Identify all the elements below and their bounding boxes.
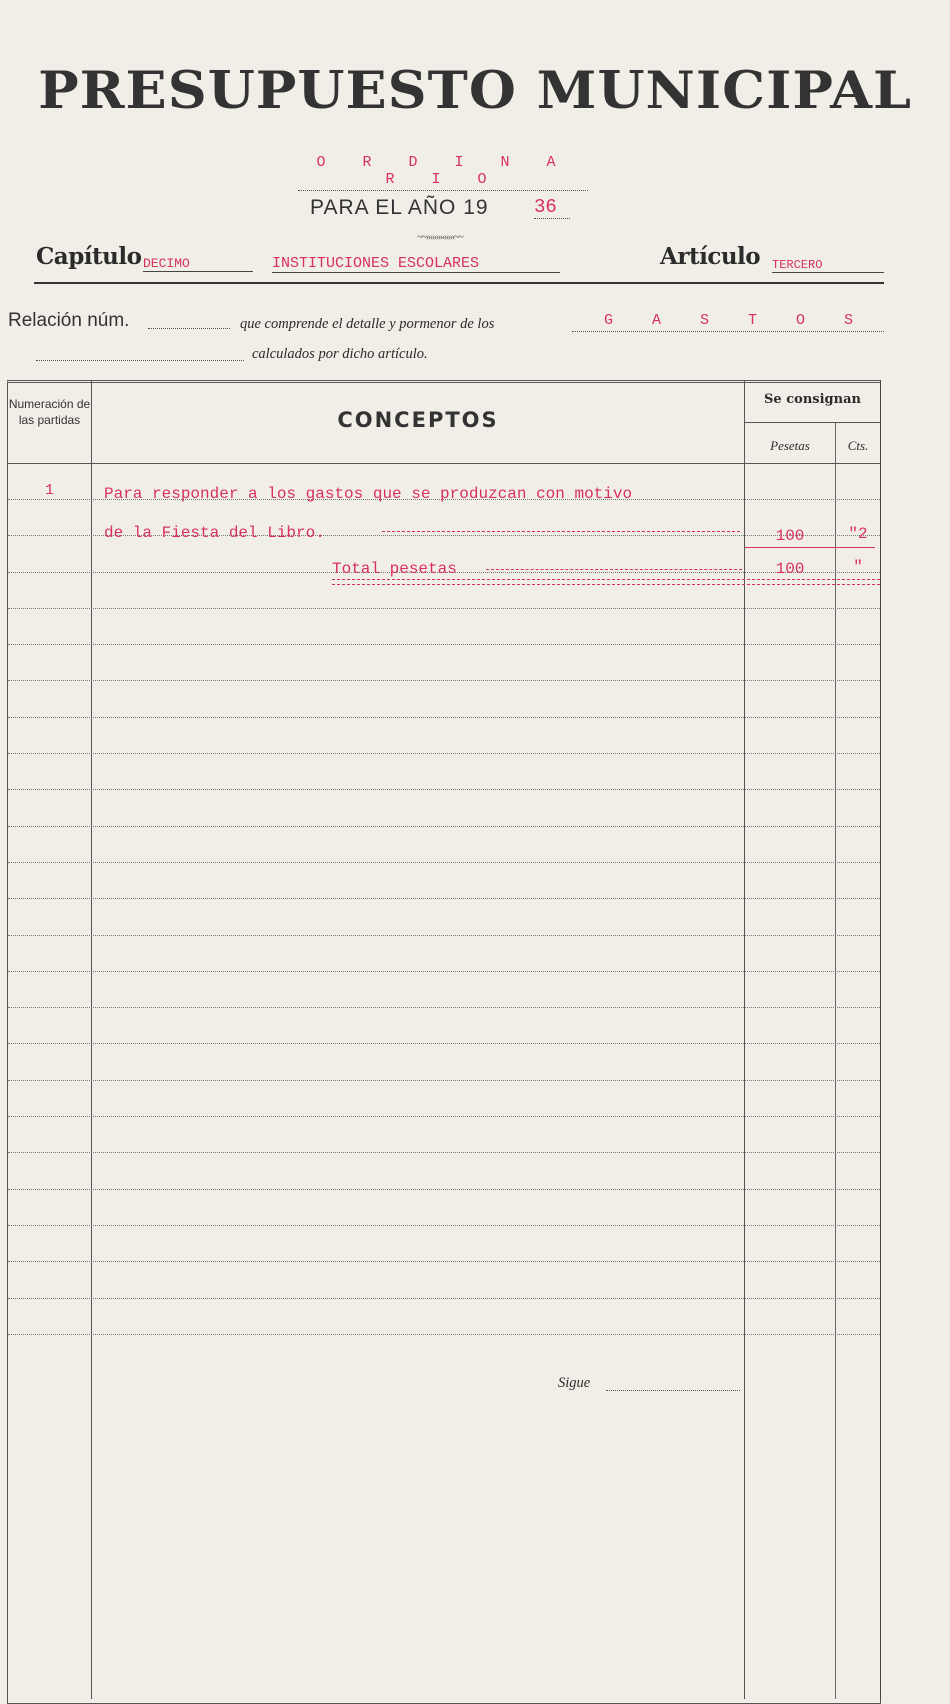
seccion-value: INSTITUCIONES ESCOLARES — [272, 255, 560, 273]
relacion-continuation-field — [36, 360, 244, 361]
ruled-line — [8, 1225, 880, 1226]
column-header-pesetas: Pesetas — [770, 438, 810, 453]
total-cts: " — [853, 558, 863, 576]
ruled-line — [8, 862, 880, 863]
filler-dashes — [382, 531, 740, 532]
total-label: Total pesetas — [332, 560, 457, 578]
relacion-number-field — [148, 328, 230, 329]
ruled-line — [8, 608, 880, 609]
header-divider — [8, 463, 880, 464]
column-divider — [91, 381, 92, 1699]
relacion-comprende-text: que comprende el detalle y pormenor de los — [240, 316, 495, 332]
ruled-line — [8, 898, 880, 899]
document-title: PRESUPUESTO MUNICIPAL — [38, 59, 912, 121]
ruled-line — [8, 1152, 880, 1153]
relacion-type-value: G A S T O S — [604, 312, 869, 329]
header-divider — [745, 422, 880, 423]
relacion-calculados-text: calculados por dicho artículo. — [252, 346, 428, 362]
row-number: 1 — [44, 482, 54, 499]
row-pesetas: 100 — [775, 527, 805, 545]
ruled-line — [8, 1116, 880, 1117]
total-double-rule — [332, 579, 880, 580]
capitulo-value: DECIMO — [143, 256, 253, 272]
articulo-value: TERCERO — [772, 258, 884, 273]
ruled-line — [8, 789, 880, 790]
header-rule — [34, 282, 884, 284]
column-divider — [880, 381, 881, 1699]
row-cts: "2 — [848, 525, 868, 543]
budget-type: O R D I N A R I O — [298, 154, 588, 191]
year-label: PARA EL AÑO 19 — [310, 196, 489, 219]
ruled-line — [8, 1043, 880, 1044]
sum-rule — [745, 547, 875, 548]
column-header-conceptos: CONCEPTOS — [337, 408, 499, 432]
ruled-line — [8, 935, 880, 936]
ruled-line — [8, 1080, 880, 1081]
ruled-line — [8, 1334, 880, 1335]
continues-label: Sigue — [558, 1375, 591, 1391]
column-header-consignan: Se consignan — [764, 392, 861, 407]
ruled-line — [8, 826, 880, 827]
column-header-cts: Cts. — [847, 438, 869, 453]
ruled-line — [8, 753, 880, 754]
continues-field — [606, 1390, 740, 1391]
ornament-divider: ~~»»»»«««~~ — [417, 232, 463, 243]
ruled-line — [8, 1298, 880, 1299]
total-double-rule — [332, 584, 880, 585]
filler-dashes — [486, 569, 742, 570]
ruled-line — [8, 971, 880, 972]
column-header-numeracion: Numeración de las partidas — [8, 397, 91, 427]
capitulo-label: Capítulo — [36, 243, 142, 270]
row-concept-line: Para responder a los gastos que se produzcan con motivo — [104, 485, 633, 503]
ruled-line — [8, 1261, 880, 1262]
ruled-line — [8, 1189, 880, 1190]
ruled-line — [8, 680, 880, 681]
column-divider — [835, 423, 836, 1699]
relacion-type-field — [572, 331, 884, 332]
year-value: 36 — [534, 196, 570, 219]
articulo-label: Artículo — [660, 243, 761, 270]
ruled-line — [8, 717, 880, 718]
ruled-line — [8, 644, 880, 645]
relacion-label: Relación núm. — [8, 310, 130, 331]
row-concept-line: de la Fiesta del Libro. — [104, 524, 325, 542]
total-pesetas: 100 — [775, 560, 805, 578]
ruled-line — [8, 1007, 880, 1008]
